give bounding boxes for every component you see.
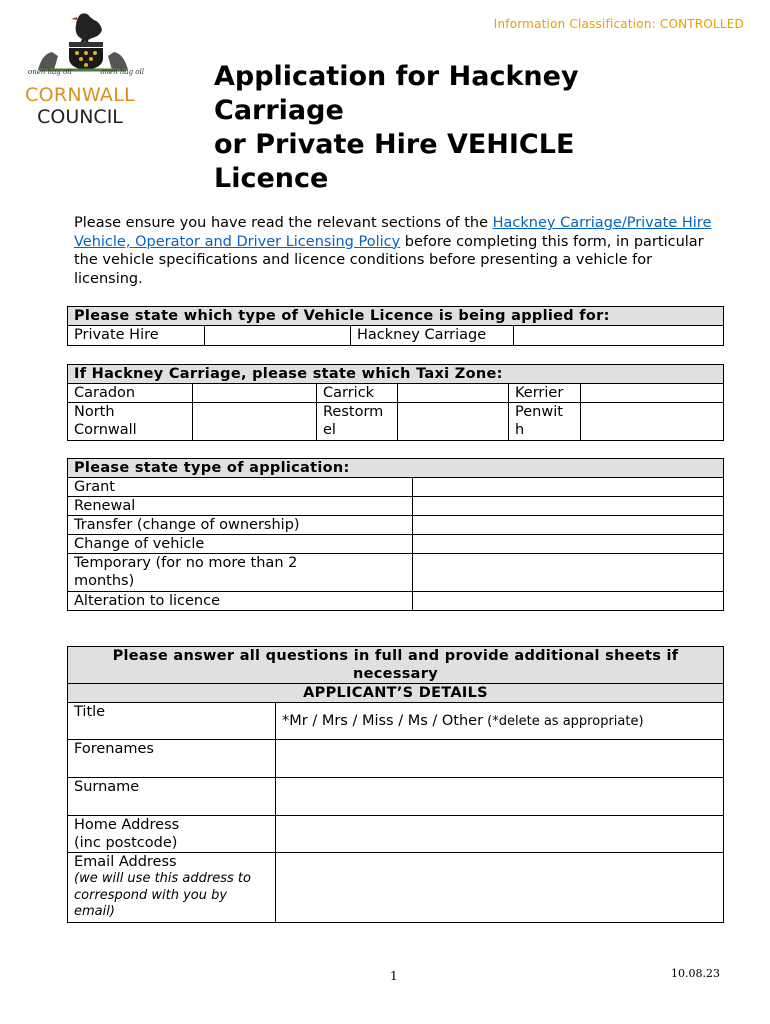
zone-restormel-label: Restorm el bbox=[317, 403, 398, 441]
zone-north-cornwall-label: North Cornwall bbox=[68, 403, 193, 441]
document-date: 10.08.23 bbox=[671, 967, 720, 980]
home-address-field[interactable] bbox=[276, 816, 724, 853]
zone-penwith-checkbox[interactable] bbox=[581, 403, 724, 441]
taxi-zone-table bbox=[67, 364, 724, 441]
application-type-alteration: Alteration to licence bbox=[68, 592, 413, 611]
zone-carrick-label: Carrick bbox=[317, 384, 398, 403]
licence-type-heading: Please state which type of Vehicle Licence is being applied for: bbox=[68, 307, 724, 326]
application-type-transfer: Transfer (change of ownership) bbox=[68, 516, 413, 535]
cornwall-council-logo bbox=[18, 12, 148, 128]
application-type-table bbox=[67, 458, 724, 611]
title-field[interactable]: *Mr / Mrs / Miss / Ms / Other (*delete as appropriate) bbox=[276, 703, 724, 740]
licensing-policy-link[interactable]: Hackney Carriage/Private Hire Vehicle, Operator and Driver Licensing Policy bbox=[74, 215, 712, 250]
logo-wordmark-council: COUNCIL bbox=[37, 106, 123, 128]
application-type-renewal: Renewal bbox=[68, 497, 413, 516]
forenames-field[interactable] bbox=[276, 740, 724, 778]
applicant-instructions-heading: Please answer all questions in full and provide additional sheets if necessary bbox=[68, 647, 724, 684]
zone-north-cornwall-checkbox[interactable] bbox=[193, 403, 317, 441]
zone-restormel-checkbox[interactable] bbox=[398, 403, 509, 441]
private-hire-checkbox[interactable] bbox=[205, 326, 351, 346]
logo-wordmark-cornwall: CORNWALL bbox=[25, 84, 135, 106]
email-label: Email Address (we will use this address to correspond with you by email) bbox=[68, 853, 276, 923]
classification-label: Information Classification: CONTROLLED bbox=[493, 17, 744, 31]
forenames-label: Forenames bbox=[68, 740, 276, 778]
logo-motto: onen hag oll onen hag oll bbox=[28, 68, 144, 76]
zone-caradon-checkbox[interactable] bbox=[193, 384, 317, 403]
change-vehicle-checkbox[interactable] bbox=[413, 535, 724, 554]
private-hire-label: Private Hire bbox=[68, 326, 205, 346]
title-label: Title bbox=[68, 703, 276, 740]
surname-label: Surname bbox=[68, 778, 276, 816]
application-type-change-vehicle: Change of vehicle bbox=[68, 535, 413, 554]
application-type-temporary: Temporary (for no more than 2 months) bbox=[68, 554, 413, 592]
surname-field[interactable] bbox=[276, 778, 724, 816]
home-address-label: Home Address (inc postcode) bbox=[68, 816, 276, 853]
transfer-checkbox[interactable] bbox=[413, 516, 724, 535]
zone-kerrier-checkbox[interactable] bbox=[581, 384, 724, 403]
zone-caradon-label: Caradon bbox=[68, 384, 193, 403]
page-number: 1 bbox=[390, 969, 398, 983]
page-title: Application for Hackney Carriage or Private Hire VEHICLE Licence bbox=[214, 61, 579, 194]
renewal-checkbox[interactable] bbox=[413, 497, 724, 516]
licence-type-table bbox=[67, 306, 724, 346]
taxi-zone-heading: If Hackney Carriage, please state which Taxi Zone: bbox=[68, 365, 724, 384]
intro-paragraph: Please ensure you have read the relevant sections of the Hackney Carriage/Private Hire Vehicle, Operator and Driver Licensing Policy before completing this form, in particular the vehicle specifications and licence conditions before presenting a vehicle for licensing. bbox=[74, 215, 712, 287]
application-type-heading: Please state type of application: bbox=[68, 459, 724, 478]
grant-checkbox[interactable] bbox=[413, 478, 724, 497]
zone-carrick-checkbox[interactable] bbox=[398, 384, 509, 403]
hackney-carriage-label: Hackney Carriage bbox=[351, 326, 514, 346]
hackney-carriage-checkbox[interactable] bbox=[514, 326, 724, 346]
application-type-grant: Grant bbox=[68, 478, 413, 497]
temporary-checkbox[interactable] bbox=[413, 554, 724, 592]
applicant-details-heading: APPLICANT’S DETAILS bbox=[68, 684, 724, 703]
zone-kerrier-label: Kerrier bbox=[509, 384, 581, 403]
alteration-checkbox[interactable] bbox=[413, 592, 724, 611]
applicant-details-table bbox=[67, 646, 724, 923]
zone-penwith-label: Penwit h bbox=[509, 403, 581, 441]
email-field[interactable] bbox=[276, 853, 724, 923]
